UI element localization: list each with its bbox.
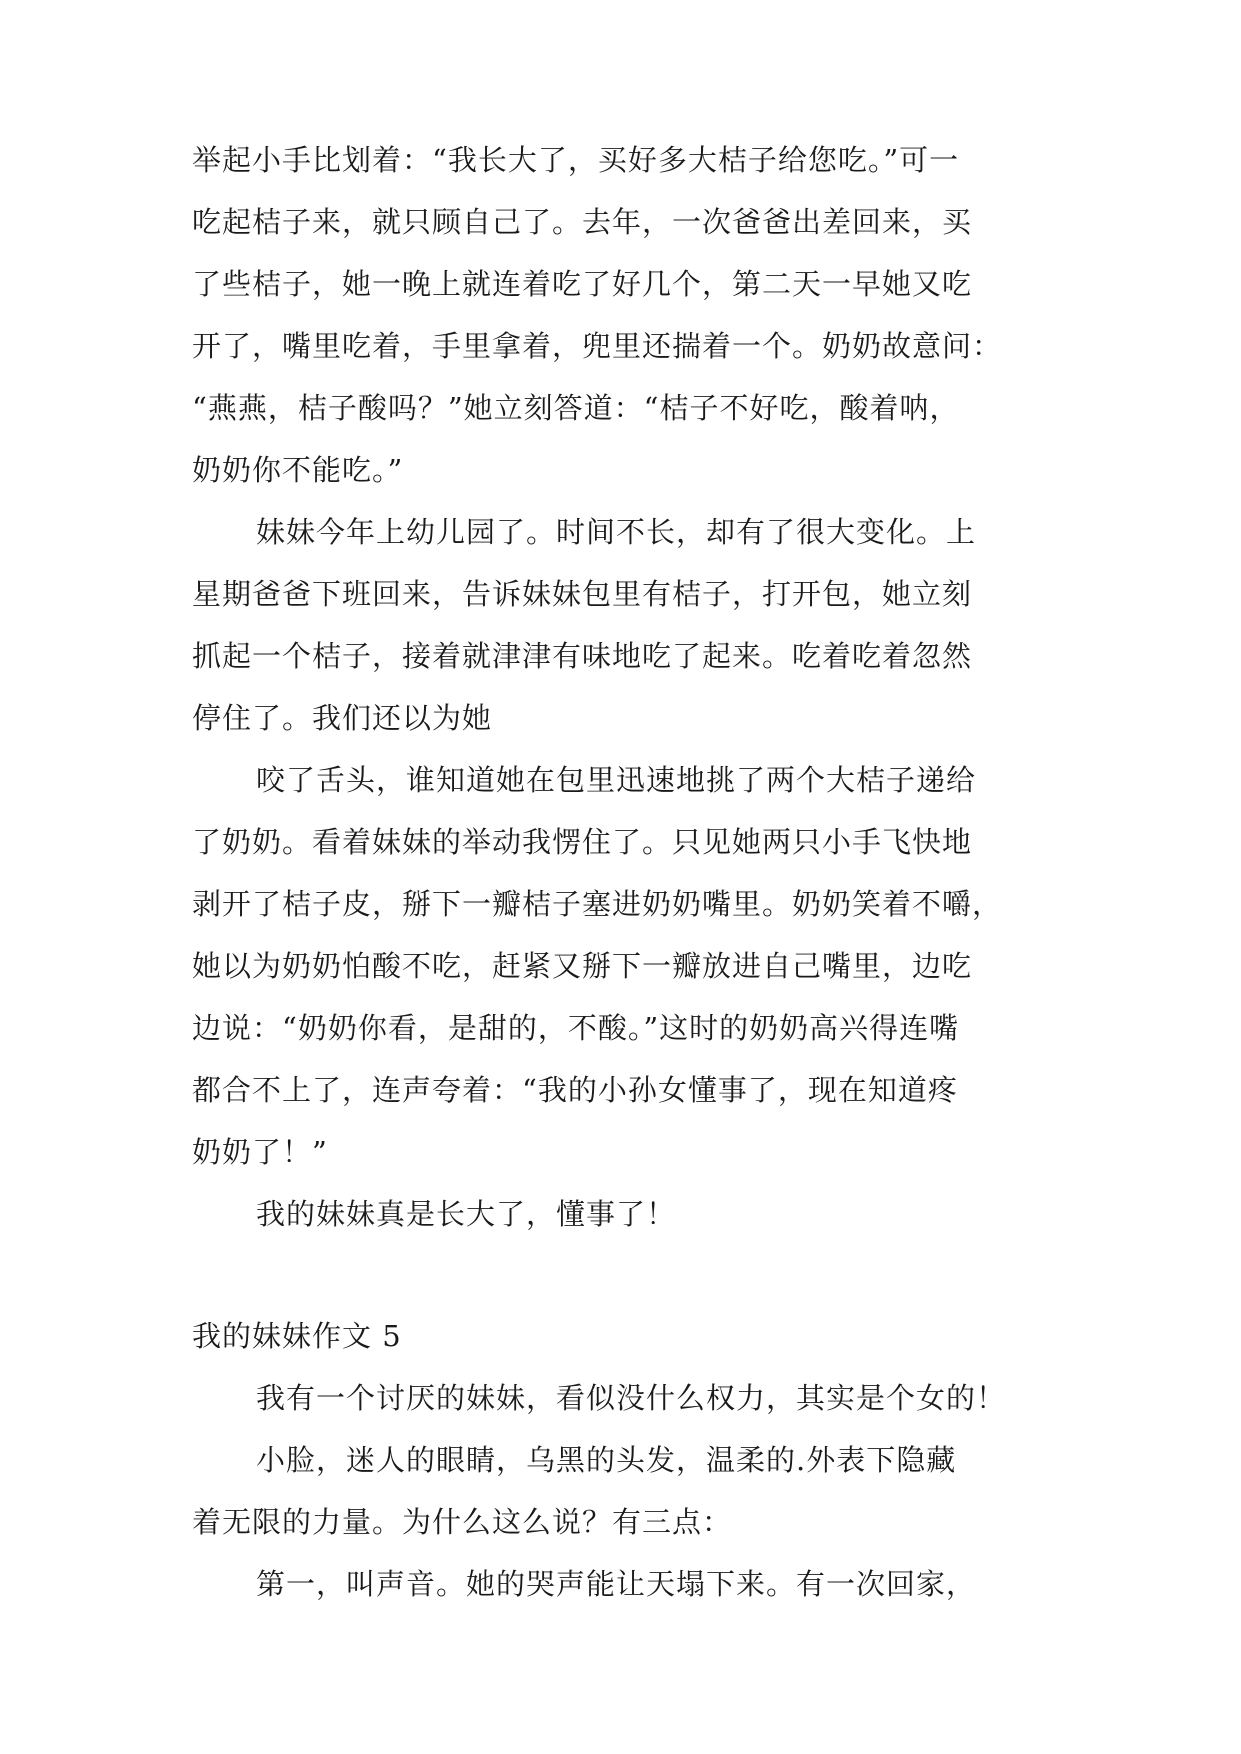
text-line: 奶奶了！” xyxy=(192,1135,328,1169)
text-line: 我有一个讨厌的妹妹，看似没什么权力，其实是个女的！ xyxy=(256,1381,1007,1415)
text-line: 我的妹妹真是长大了，懂事了！ xyxy=(256,1197,677,1231)
section-spacer xyxy=(192,1245,1052,1305)
section-title: 我的妹妹作文 5 xyxy=(192,1319,402,1353)
text-line: 第一，叫声音。她的哭声能让天塌下来。有一次回家， xyxy=(256,1567,977,1601)
section-paragraph-lines xyxy=(192,1367,1052,1615)
text-line: 停住了。我们还以为她 xyxy=(192,701,493,735)
text-line: 妹妹今年上幼儿园了。时间不长，却有了很大变化。上 xyxy=(256,515,977,549)
text-line: 咬了舌头，谁知道她在包里迅速地挑了两个大桔子递给 xyxy=(256,763,977,797)
text-line: 她以为奶奶怕酸不吃，赶紧又掰下一瓣放进自己嘴里，边吃 xyxy=(192,949,973,983)
document-body xyxy=(192,129,1052,1615)
text-line: “燕燕，桔子酸吗？”她立刻答道：“桔子不好吃，酸着呐， xyxy=(192,391,960,425)
text-line: 都合不上了，连声夸着：“我的小孙女懂事了，现在知道疼 xyxy=(192,1073,958,1107)
text-line: 举起小手比划着：“我长大了，买好多大桔子给您吃。”可一 xyxy=(192,143,960,177)
text-line: 边说：“奶奶你看，是甜的，不酸。”这时的奶奶高兴得连嘴 xyxy=(192,1011,960,1045)
text-line: 小脸，迷人的眼睛，乌黑的头发，温柔的.外表下隐藏 xyxy=(256,1443,957,1477)
paragraph-lines xyxy=(192,129,1052,1245)
text-line: 着无限的力量。为什么这么说？有三点： xyxy=(192,1505,733,1539)
text-line: 开了，嘴里吃着，手里拿着，兜里还揣着一个。奶奶故意问： xyxy=(192,329,1003,363)
text-line: 抓起一个桔子，接着就津津有味地吃了起来。吃着吃着忽然 xyxy=(192,639,973,673)
text-line: 星期爸爸下班回来，告诉妹妹包里有桔子，打开包，她立刻 xyxy=(192,577,973,611)
text-line: 奶奶你不能吃。” xyxy=(192,453,404,487)
text-line: 了奶奶。看着妹妹的举动我愣住了。只见她两只小手飞快地 xyxy=(192,825,973,859)
text-line: 吃起桔子来，就只顾自己了。去年，一次爸爸出差回来，买 xyxy=(192,205,973,239)
text-line: 了些桔子，她一晚上就连着吃了好几个，第二天一早她又吃 xyxy=(192,267,973,301)
text-line: 剥开了桔子皮，掰下一瓣桔子塞进奶奶嘴里。奶奶笑着不嚼， xyxy=(192,887,1003,921)
